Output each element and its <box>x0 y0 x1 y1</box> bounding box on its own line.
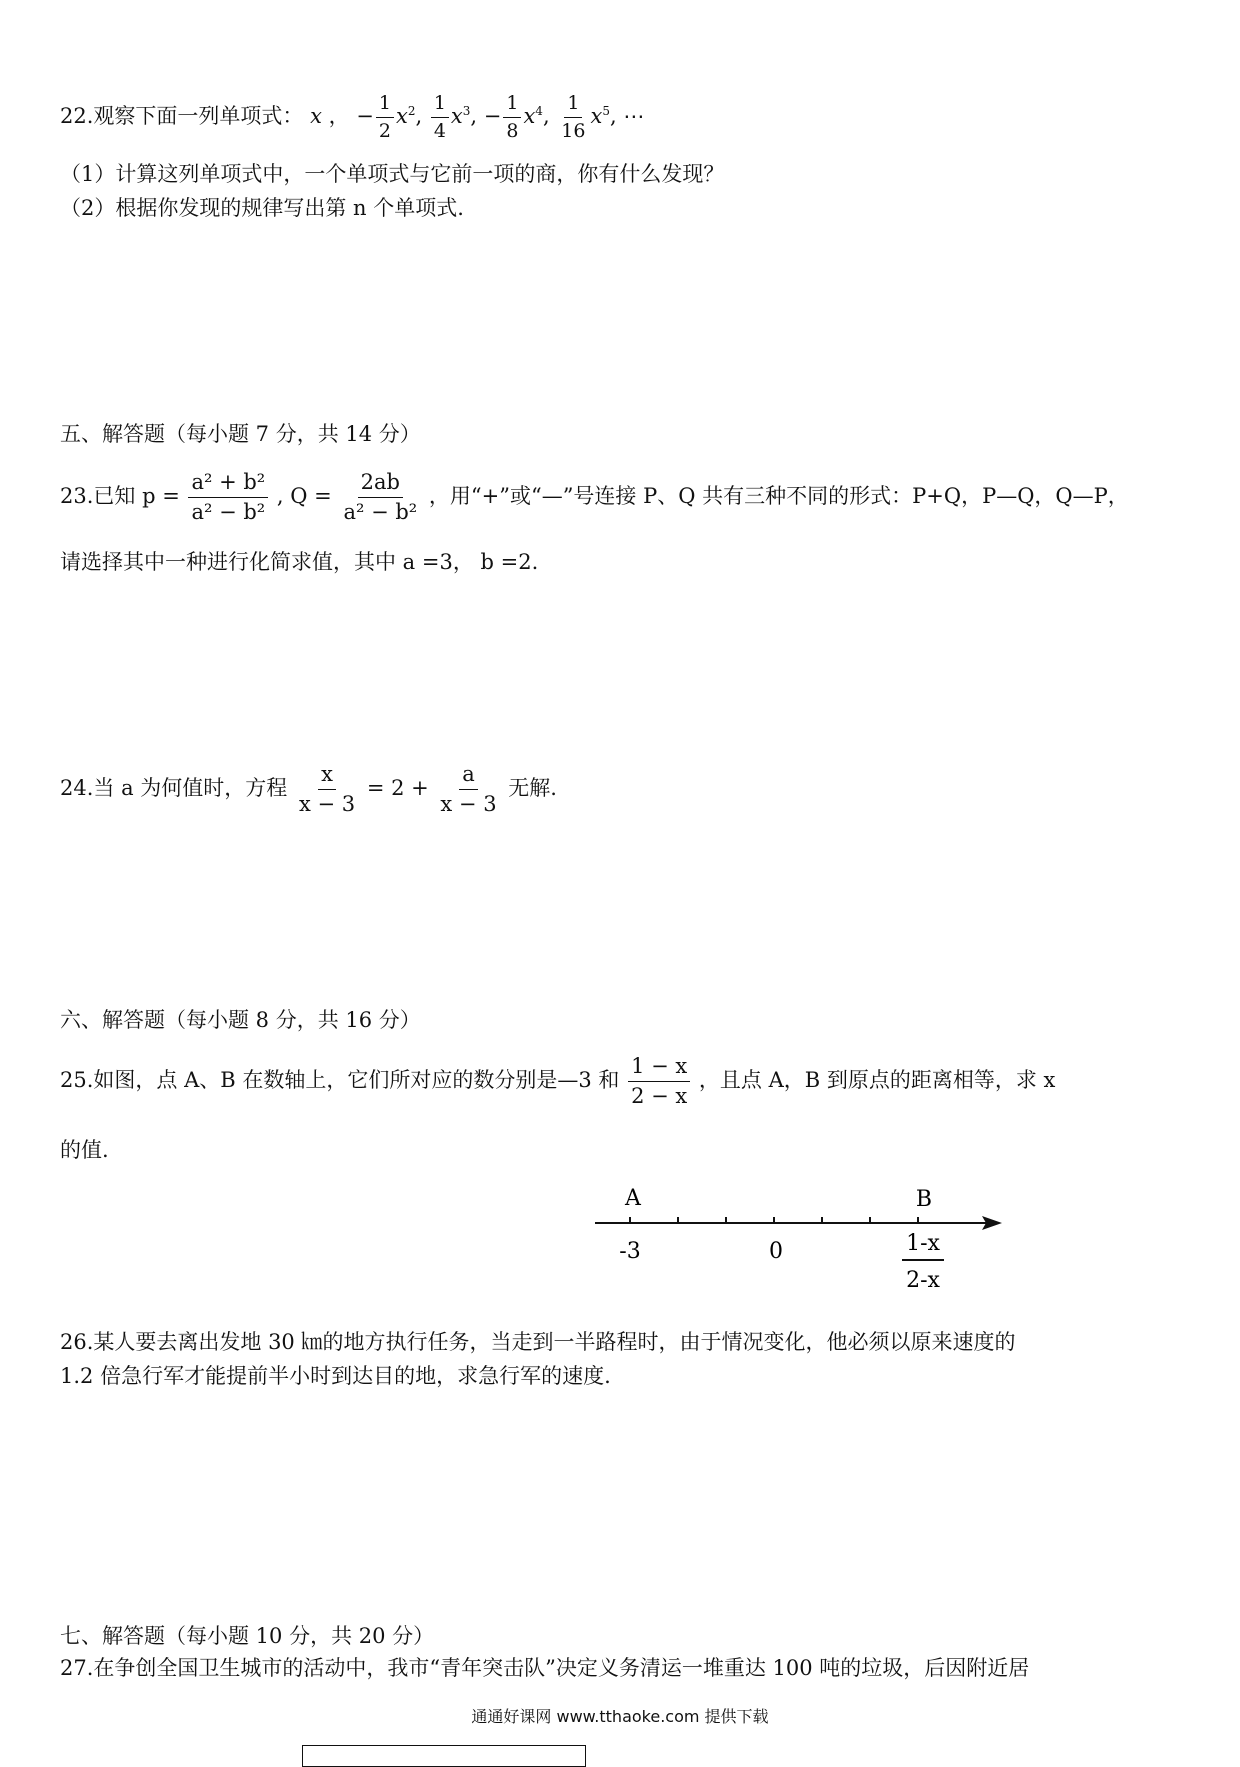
q24-line <box>60 762 557 817</box>
q27-line1: 27.在争创全国卫生城市的活动中，我市“青年突击队”决定义务清运一堆重达 100 吨的垃圾，后因附近居 <box>60 1656 1030 1680</box>
page-footer: 通通好课网 www.tthaoke.com 提供下载 <box>471 1707 769 1726</box>
q23-line1 <box>60 470 1129 525</box>
q23-line2: 请选择其中一种进行化简求值，其中 a =3， b =2. <box>60 550 539 574</box>
q25-line2: 的值. <box>60 1138 109 1162</box>
q23-q-numerator: 2ab <box>358 470 403 498</box>
q26-line2: 1.2 倍急行军才能提前半小时到达目的地，求急行军的速度. <box>60 1364 611 1388</box>
q25-lead: 25.如图，点 A、B 在数轴上，它们所对应的数分别是—3 和 <box>60 1068 620 1093</box>
point-b-label: B <box>915 1187 933 1212</box>
q23-p-numerator: a² + b² <box>188 470 268 498</box>
q25-line1 <box>60 1054 1055 1109</box>
q23-lead: 23.已知 p = <box>60 484 180 509</box>
q22-stem: 22.观察下面一列单项式： <box>60 103 304 128</box>
q23-tail: ，用“+”或“—”号连接 P、Q 共有三种不同的形式：P+Q，P—Q，Q—P， <box>428 484 1129 509</box>
q23-q-lead: , Q = <box>276 484 332 509</box>
q24-f1-numerator: x <box>318 762 336 790</box>
q24-f2-numerator: a <box>459 762 478 790</box>
point-a-label: A <box>625 1186 641 1211</box>
tick-label-a: -3 <box>619 1239 641 1264</box>
q24-lead: 24.当 a 为何值时，方程 <box>60 776 288 801</box>
q25-denominator: 2 − x <box>631 1084 688 1109</box>
section-5-heading: 五、解答题（每小题 7 分，共 14 分） <box>60 422 421 446</box>
q24-f1-denominator: x − 3 <box>298 792 356 817</box>
tick-label-b-denominator: 2-x <box>906 1268 940 1293</box>
q23-p-denominator: a² − b² <box>191 500 266 525</box>
q24-fraction-1 <box>296 762 358 817</box>
number-line-figure <box>590 1170 1020 1310</box>
section-6-heading: 六、解答题（每小题 8 分，共 16 分） <box>60 1008 421 1032</box>
bottom-box-outline <box>302 1745 586 1767</box>
q22-stem-line <box>60 92 644 143</box>
tick-label-b-numerator: 1-x <box>906 1231 940 1256</box>
q24-fraction-2 <box>437 762 499 817</box>
q24-mid: = 2 + <box>366 776 429 801</box>
section-7-heading: 七、解答题（每小题 10 分，共 20 分） <box>60 1624 435 1648</box>
tick-label-zero: 0 <box>769 1239 783 1264</box>
q23-q-fraction <box>340 470 420 525</box>
q22-sequence: x ， − $\frac{1}{2}$ $x^2$, $\frac{1}{4}$ $x^3$, − $\frac{1}{8}$ $x^4$, $\frac{1}{16}$ $x^5$, ⋯ <box>310 92 645 142</box>
q25-fraction <box>628 1054 690 1109</box>
q25-numerator: 1 − x <box>628 1054 690 1082</box>
q22-part2: （2）根据你发现的规律写出第 n 个单项式. <box>60 196 464 220</box>
q24-f2-denominator: x − 3 <box>440 792 497 817</box>
q24-tail: 无解. <box>508 776 557 801</box>
q25-tail: ，且点 A，B 到原点的距离相等，求 x <box>698 1068 1056 1093</box>
q23-q-denominator: a² − b² <box>343 500 418 525</box>
q22-part1: （1）计算这列单项式中，一个单项式与它前一项的商，你有什么发现？ <box>60 162 725 186</box>
q26-line1: 26.某人要去离出发地 30 ㎞的地方执行任务，当走到一半路程时，由于情况变化，他必须以原来速度的 <box>60 1330 1016 1354</box>
q23-p-fraction <box>188 470 268 525</box>
